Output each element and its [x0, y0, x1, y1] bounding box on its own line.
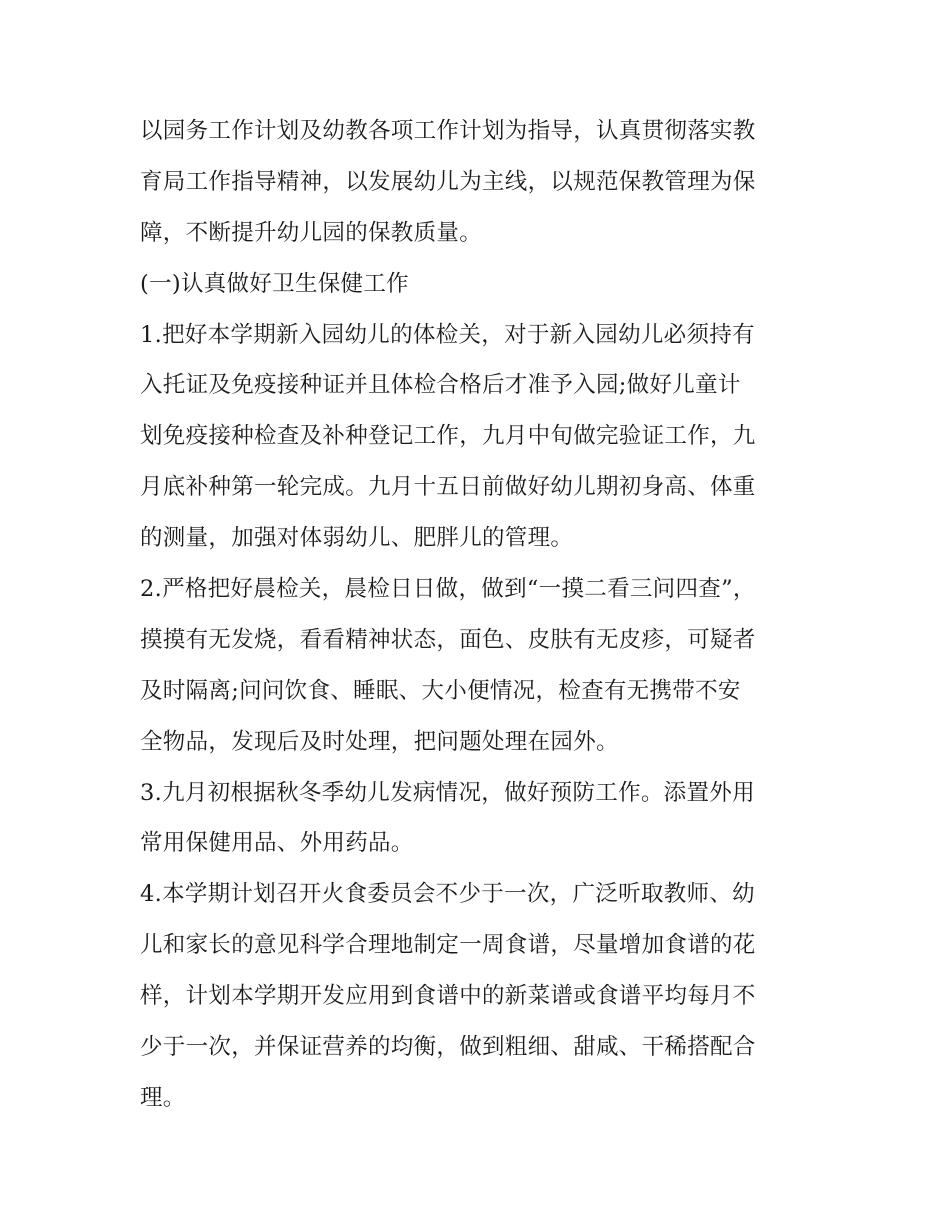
section-heading: (一)认真做好卫生保健工作	[140, 270, 409, 297]
text-line: 及时隔离;问问饮食、睡眠、大小便情况，检查有无携带不安	[140, 677, 741, 704]
text-line: 少于一次，并保证营养的均衡，做到粗细、甜咸、干稀搭配合	[140, 1034, 756, 1061]
text-line: 2.严格把好晨检关，晨检日日做，做到“一摸二看三问四查”，	[140, 576, 756, 603]
text-line: 障，不断提升幼儿园的保教质量。	[140, 219, 483, 246]
text-line: 1.把好本学期新入园幼儿的体检关，对于新入园幼儿必须持有	[140, 321, 755, 348]
text-line: 常用保健用品、外用药品。	[140, 830, 414, 857]
text-line: 入托证及免疫接种证并且体检合格后才准予入园;做好儿童计	[140, 372, 741, 399]
text-line: 3.九月初根据秋冬季幼儿发病情况，做好预防工作。添置外用	[140, 779, 755, 806]
text-line: 以园务工作计划及幼教各项工作计划为指导，认真贯彻落实教	[140, 118, 756, 144]
text-line: 理。	[140, 1084, 186, 1111]
document-page	[140, 106, 815, 1124]
text-line: 样，计划本学期开发应用到食谱中的新菜谱或食谱平均每月不	[140, 983, 756, 1010]
text-line: 育局工作指导精神，以发展幼儿为主线，以规范保教管理为保	[140, 168, 756, 195]
text-line: 的测量，加强对体弱幼儿、肥胖儿的管理。	[140, 525, 574, 552]
text-line: 4.本学期计划召开火食委员会不少于一次，广泛听取教师、幼	[140, 881, 755, 908]
text-line: 划免疫接种检查及补种登记工作，九月中旬做完验证工作，九	[140, 423, 756, 450]
text-line: 摸摸有无发烧，看看精神状态，面色、皮肤有无皮疹，可疑者	[140, 626, 756, 653]
text-line: 月底补种第一轮完成。九月十五日前做好幼儿期初身高、体重	[140, 474, 756, 501]
text-line: 全物品，发现后及时处理，把问题处理在园外。	[140, 728, 619, 755]
text-line: 儿和家长的意见科学合理地制定一周食谱，尽量增加食谱的花	[140, 932, 756, 959]
